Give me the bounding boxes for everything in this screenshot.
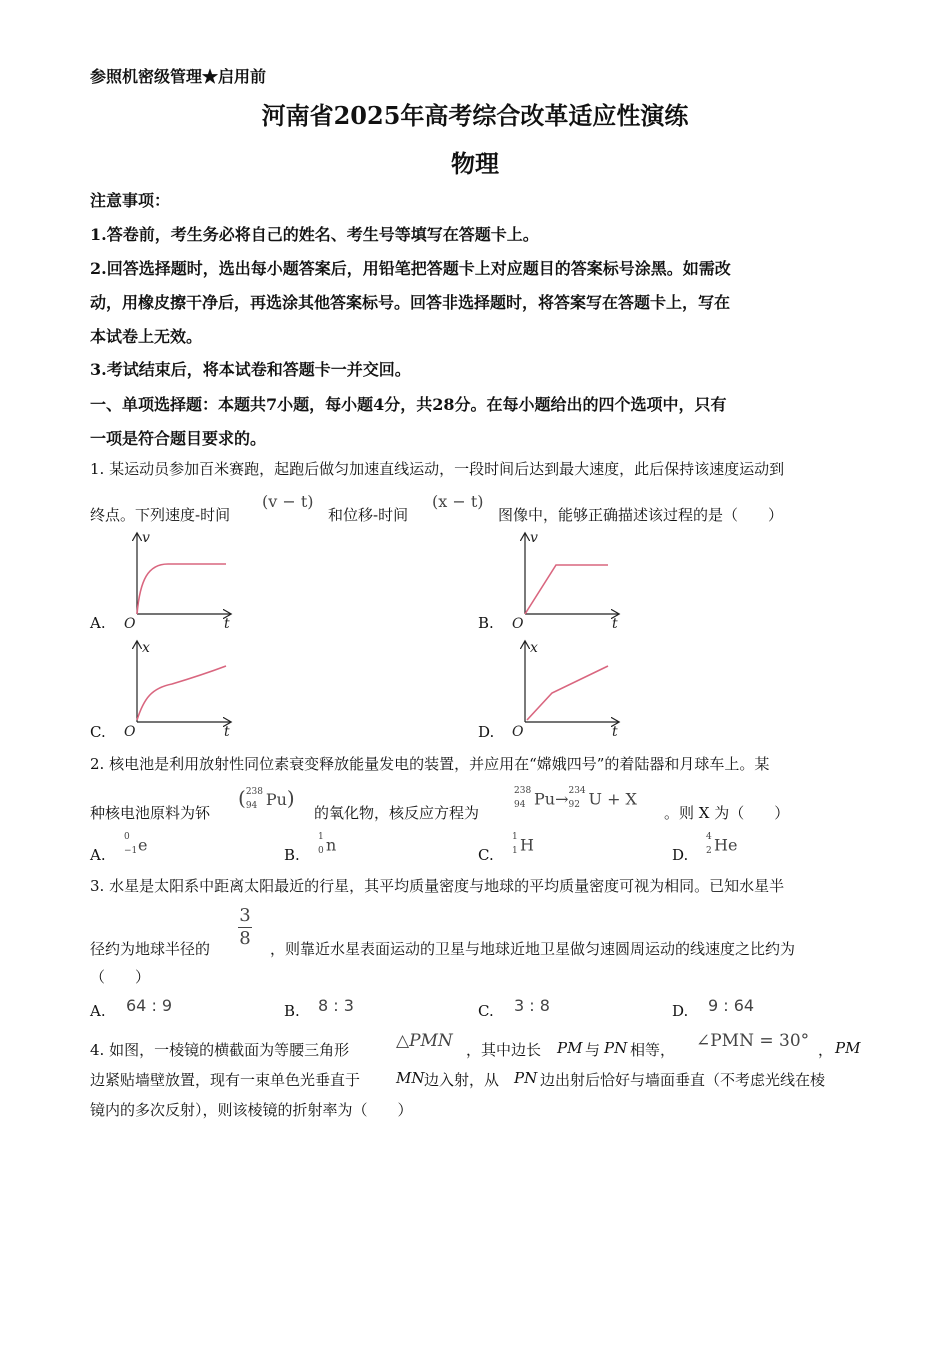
q2-option-a: A. bbox=[90, 846, 106, 864]
q3-line-1: 3. 水星是太阳系中距离太阳最近的行星，其平均质量密度与地球的平均质量密度可视为相同。已知水星半 bbox=[90, 877, 785, 895]
origin-label: O bbox=[124, 616, 136, 632]
q1-option-c-label: C. bbox=[90, 723, 106, 741]
q1-line-2-b: 和位移-时间 bbox=[328, 506, 409, 524]
q4-line-1-b: ，其中边长 bbox=[466, 1041, 542, 1059]
q3-option-a-value: 64 : 9 bbox=[126, 996, 173, 1015]
subject-title: 物理 bbox=[451, 149, 499, 178]
q3-line-2-b: ，则靠近水星表面运动的卫星与地球近地卫星做匀速圆周运动的线速度之比约为 bbox=[270, 940, 796, 958]
q3-fraction: 3 8 bbox=[239, 905, 251, 949]
t-axis-label: t bbox=[224, 616, 230, 632]
q2-option-d: D. bbox=[672, 846, 689, 864]
q1-option-b-label: B. bbox=[478, 614, 494, 632]
q1-graph-a bbox=[118, 528, 248, 632]
secret-label: 参照机密级管理★启用前 bbox=[90, 67, 267, 86]
q4-side-pn: PN bbox=[604, 1039, 628, 1057]
q4-line-1-d: ， bbox=[818, 1041, 834, 1059]
note-2-line-2: 动，用橡皮擦干净后，再选涂其他答案标号。回答非选择题时，将答案写在答题卡上，写在 bbox=[90, 293, 731, 312]
q3-option-b-value: 8 : 3 bbox=[318, 996, 354, 1015]
q4-triangle-pmn: △PMN bbox=[396, 1031, 453, 1051]
q3-option-b-label: B. bbox=[284, 1002, 300, 1020]
q2-option-a-nuclide: 0 −1 e bbox=[124, 832, 148, 856]
q1-graph-c bbox=[118, 638, 248, 742]
q2-plutonium-nuclide: ( 238 94 Pu) bbox=[238, 786, 295, 811]
q3-option-c-label: C. bbox=[478, 1002, 494, 1020]
origin-label: O bbox=[512, 724, 524, 740]
note-3: 3.考试结束后，将本试卷和答题卡一并交回。 bbox=[90, 360, 411, 379]
note-2-line-3: 本试卷上无效。 bbox=[90, 327, 203, 346]
section-1-line-1: 一、单项选择题：本题共7小题，每小题4分，共28分。在每小题给出的四个选项中，只有 bbox=[90, 395, 727, 414]
q1-line-2-a: 终点。下列速度-时间 bbox=[90, 506, 231, 524]
q4-angle-pmn: ∠PMN = 30° bbox=[696, 1031, 810, 1051]
q1-line-2-c: 图像中，能够正确描述该过程的是（ ） bbox=[498, 506, 784, 524]
t-axis-label: t bbox=[612, 616, 618, 632]
q1-option-a-label: A. bbox=[90, 614, 106, 632]
x-axis-label: x bbox=[530, 640, 538, 656]
x-axis-label: x bbox=[142, 640, 150, 656]
origin-label: O bbox=[512, 616, 524, 632]
exam-title: 河南省2025年高考综合改革适应性演练 bbox=[261, 101, 689, 130]
q2-line-1: 2. 核电池是利用放射性同位素衰变释放能量发电的装置，并应用在“嫦娥四号”的着陆器和月球车上。某 bbox=[90, 755, 770, 773]
q3-option-c-value: 3 : 8 bbox=[514, 996, 550, 1015]
q4-and: 与 bbox=[585, 1041, 601, 1059]
q3-option-a-label: A. bbox=[90, 1002, 106, 1020]
q4-line-2-a: 边紧贴墙壁放置，现有一束单色光垂直于 bbox=[90, 1071, 361, 1089]
q3-option-d-value: 9 : 64 bbox=[708, 996, 755, 1015]
q4-line-2-b: 边入射，从 bbox=[424, 1071, 500, 1089]
q3-line-3: （ ） bbox=[90, 968, 151, 986]
displacement-line bbox=[527, 666, 608, 720]
q2-reaction-equation: 238 94 Pu→ 234 92 U + X bbox=[514, 786, 637, 810]
q1-option-d-label: D. bbox=[478, 723, 495, 741]
section-1-line-2: 一项是符合题目要求的。 bbox=[90, 429, 267, 448]
q3-option-d-label: D. bbox=[672, 1002, 689, 1020]
q4-line-1-a: 4. 如图，一棱镜的横截面为等腰三角形 bbox=[90, 1041, 350, 1059]
q2-option-b: B. bbox=[284, 846, 300, 864]
velocity-curve bbox=[137, 564, 226, 614]
q1-graph-b bbox=[506, 528, 636, 632]
q1-line-1: 1. 某运动员参加百米赛跑，起跑后做匀加速直线运动，一段时间后达到最大速度，此后保持该速度运动到 bbox=[90, 460, 785, 478]
q2-option-b-nuclide: 1 0 n bbox=[318, 832, 337, 856]
q4-side-mn: MN bbox=[396, 1069, 425, 1087]
q4-line-2-c: 边出射后恰好与墙面垂直（不考虑光线在棱 bbox=[540, 1071, 826, 1089]
q4-side-pm-2: PM bbox=[835, 1039, 861, 1057]
notes-heading: 注意事项： bbox=[90, 191, 171, 210]
q2-option-d-nuclide: 4 2 He bbox=[706, 832, 738, 856]
t-axis-label: t bbox=[224, 724, 230, 740]
q2-option-c: C. bbox=[478, 846, 494, 864]
q4-line-1-c: 相等， bbox=[630, 1041, 676, 1059]
q2-option-c-nuclide: 1 1 H bbox=[512, 832, 534, 856]
origin-label: O bbox=[124, 724, 136, 740]
q2-line-2-c: 。则 X 为（ ） bbox=[664, 804, 790, 822]
q4-side-pm: PM bbox=[557, 1039, 583, 1057]
v-axis-label: v bbox=[142, 530, 150, 546]
q1-graph-d bbox=[506, 638, 636, 742]
note-2-line-1: 2.回答选择题时，选出每小题答案后，用铅笔把答题卡上对应题目的答案标号涂黑。如需改 bbox=[90, 259, 731, 278]
q4-line-3: 镜内的多次反射），则该棱镜的折射率为（ ） bbox=[90, 1101, 413, 1119]
q4-side-pn-2: PN bbox=[514, 1069, 538, 1087]
v-axis-label: v bbox=[530, 530, 538, 546]
displacement-curve bbox=[137, 666, 226, 720]
q1-xt-expression: (x − t) bbox=[432, 492, 484, 511]
q2-line-2-a: 种核电池原料为钚 bbox=[90, 804, 211, 822]
q3-line-2-a: 径约为地球半径的 bbox=[90, 940, 211, 958]
q2-line-2-b: 的氧化物，核反应方程为 bbox=[314, 804, 480, 822]
velocity-line bbox=[525, 565, 608, 614]
note-1: 1.答卷前，考生务必将自己的姓名、考生号等填写在答题卡上。 bbox=[90, 225, 539, 244]
t-axis-label: t bbox=[612, 724, 618, 740]
q1-vt-expression: (v − t) bbox=[262, 492, 314, 511]
